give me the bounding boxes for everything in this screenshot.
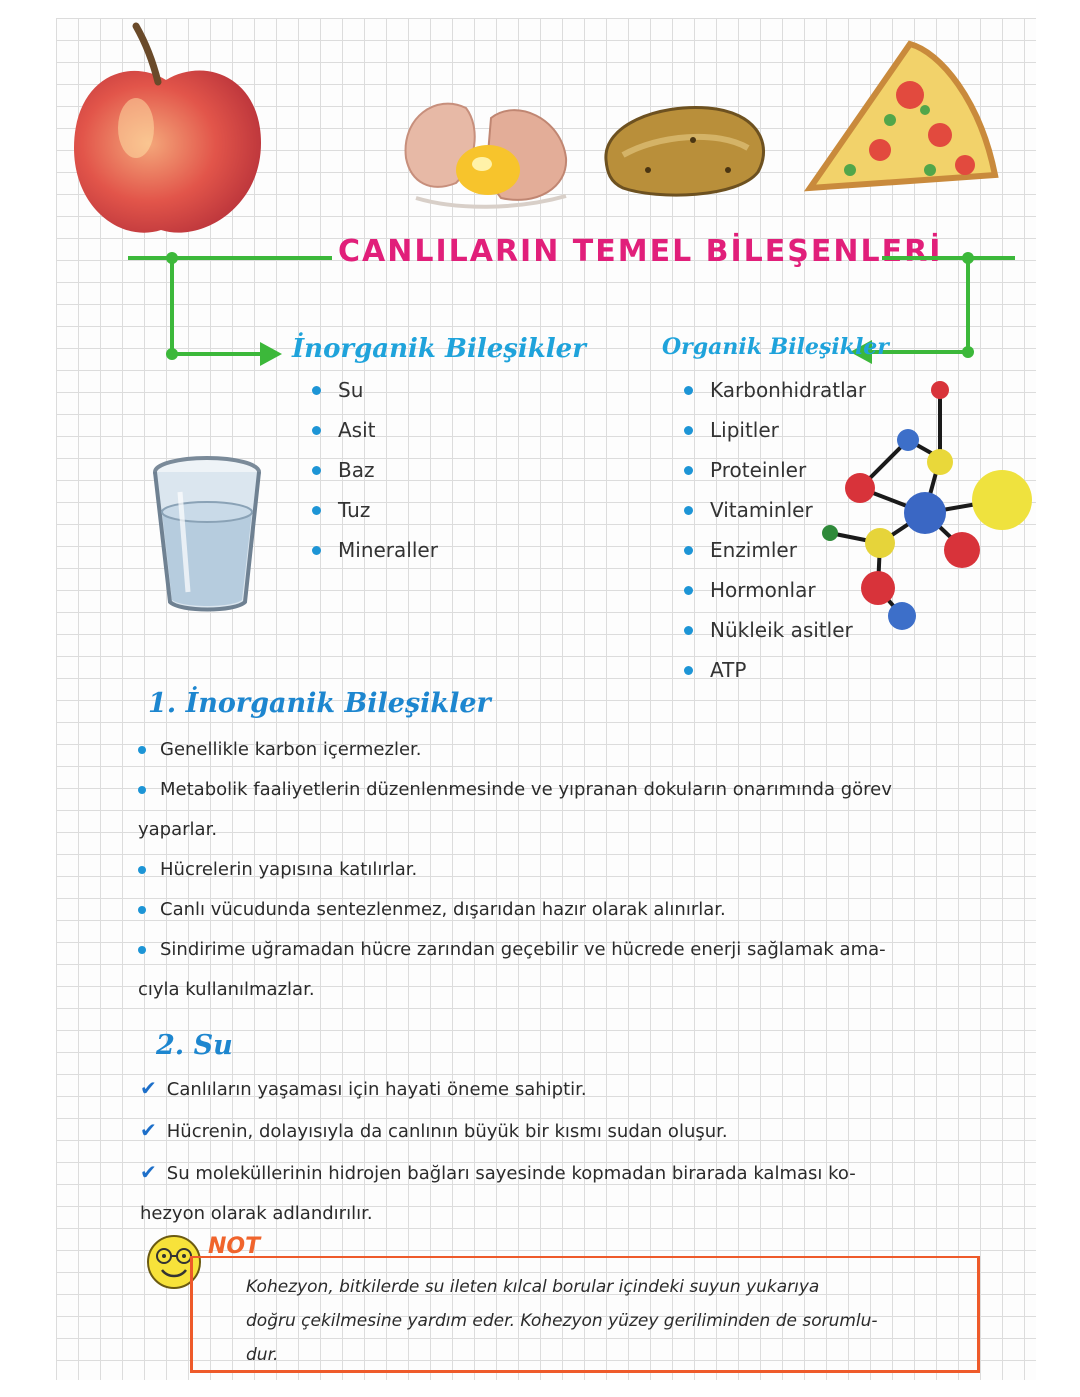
list-item: Vitaminler xyxy=(684,490,866,530)
text-span: Sindirime uğramadan hücre zarından geçebilir ve hücrede enerji sağlamak ama- xyxy=(160,939,886,960)
inorganic-heading: İnorganik Bileşikler xyxy=(292,334,586,364)
text-line xyxy=(138,850,988,890)
list-item: ATP xyxy=(684,650,866,690)
text-span: Metabolik faaliyetlerin düzenlenmesinde ve yıpranan dokuların onarımında görev xyxy=(160,779,892,800)
bullet-dot xyxy=(138,906,146,914)
list-item: Hormonlar xyxy=(684,570,866,610)
check-icon: ✔ xyxy=(140,1118,157,1142)
text-line: Kohezyon, bitkilerde su ileten kılcal borular içindeki suyun yukarıya xyxy=(246,1277,820,1297)
list-item: Proteinler xyxy=(684,450,866,490)
list-item: Enzimler xyxy=(684,530,866,570)
text-line xyxy=(140,1068,990,1110)
bullet-dot xyxy=(138,866,146,874)
text-span: hezyon olarak adlandırılır. xyxy=(140,1203,373,1224)
text-span: yaparlar. xyxy=(138,819,218,840)
text-line xyxy=(140,1152,990,1194)
text-line: doğru çekilmesine yardım eder. Kohezyon yüzey geriliminden de sorumlu- xyxy=(246,1311,878,1331)
section2-body xyxy=(140,1068,990,1234)
text-line xyxy=(138,770,988,810)
bullet-dot xyxy=(138,786,146,794)
list-item: Nükleik asitler xyxy=(684,610,866,650)
text-span: Genellikle karbon içermezler. xyxy=(160,739,422,760)
apple-icon xyxy=(66,18,266,248)
check-icon: ✔ xyxy=(140,1076,157,1100)
text-span: Su moleküllerinin hidrojen bağları sayesinde kopmadan birarada kalması ko- xyxy=(166,1163,856,1184)
text-line xyxy=(140,1194,990,1234)
text-span: cıyla kullanılmazlar. xyxy=(138,979,315,1000)
text-span: Hücrenin, dolayısıyla da canlının büyük bir kısmı sudan oluşur. xyxy=(166,1121,728,1142)
text-span: Hücrelerin yapısına katılırlar. xyxy=(160,859,418,880)
text-line: dur. xyxy=(246,1345,279,1365)
water-glass-icon xyxy=(150,452,265,617)
page-title: CANLILARIN TEMEL BİLEŞENLERİ xyxy=(338,234,943,269)
text-line xyxy=(140,1110,990,1152)
molecule-icon xyxy=(820,378,1035,638)
inorganic-list xyxy=(312,370,438,570)
egg-icon xyxy=(396,88,574,210)
list-item: Karbonhidratlar xyxy=(684,370,866,410)
text-line xyxy=(138,970,988,1010)
bullet-dot xyxy=(138,946,146,954)
organic-heading: Organik Bileşikler xyxy=(662,334,889,360)
pizza-icon xyxy=(790,40,1000,195)
text-line xyxy=(138,730,988,770)
section1-body xyxy=(138,730,988,1010)
list-item: Tuz xyxy=(312,490,438,530)
potato-icon xyxy=(598,100,773,200)
list-item: Baz xyxy=(312,450,438,490)
list-item: Lipitler xyxy=(684,410,866,450)
section1-heading: 1. İnorganik Bileşikler xyxy=(148,688,491,719)
text-span: Canlıların yaşaması için hayati öneme sahiptir. xyxy=(166,1079,587,1100)
list-item: Su xyxy=(312,370,438,410)
text-line xyxy=(138,930,988,970)
list-item: Mineraller xyxy=(312,530,438,570)
bullet-dot xyxy=(138,746,146,754)
section2-heading: 2. Su xyxy=(156,1030,233,1061)
note-label: NOT xyxy=(208,1234,261,1259)
list-item: Asit xyxy=(312,410,438,450)
text-span: Canlı vücudunda sentezlenmez, dışarıdan hazır olarak alınırlar. xyxy=(160,899,726,920)
check-icon: ✔ xyxy=(140,1160,157,1184)
text-line xyxy=(138,810,988,850)
text-line xyxy=(138,890,988,930)
note-text xyxy=(246,1270,966,1372)
